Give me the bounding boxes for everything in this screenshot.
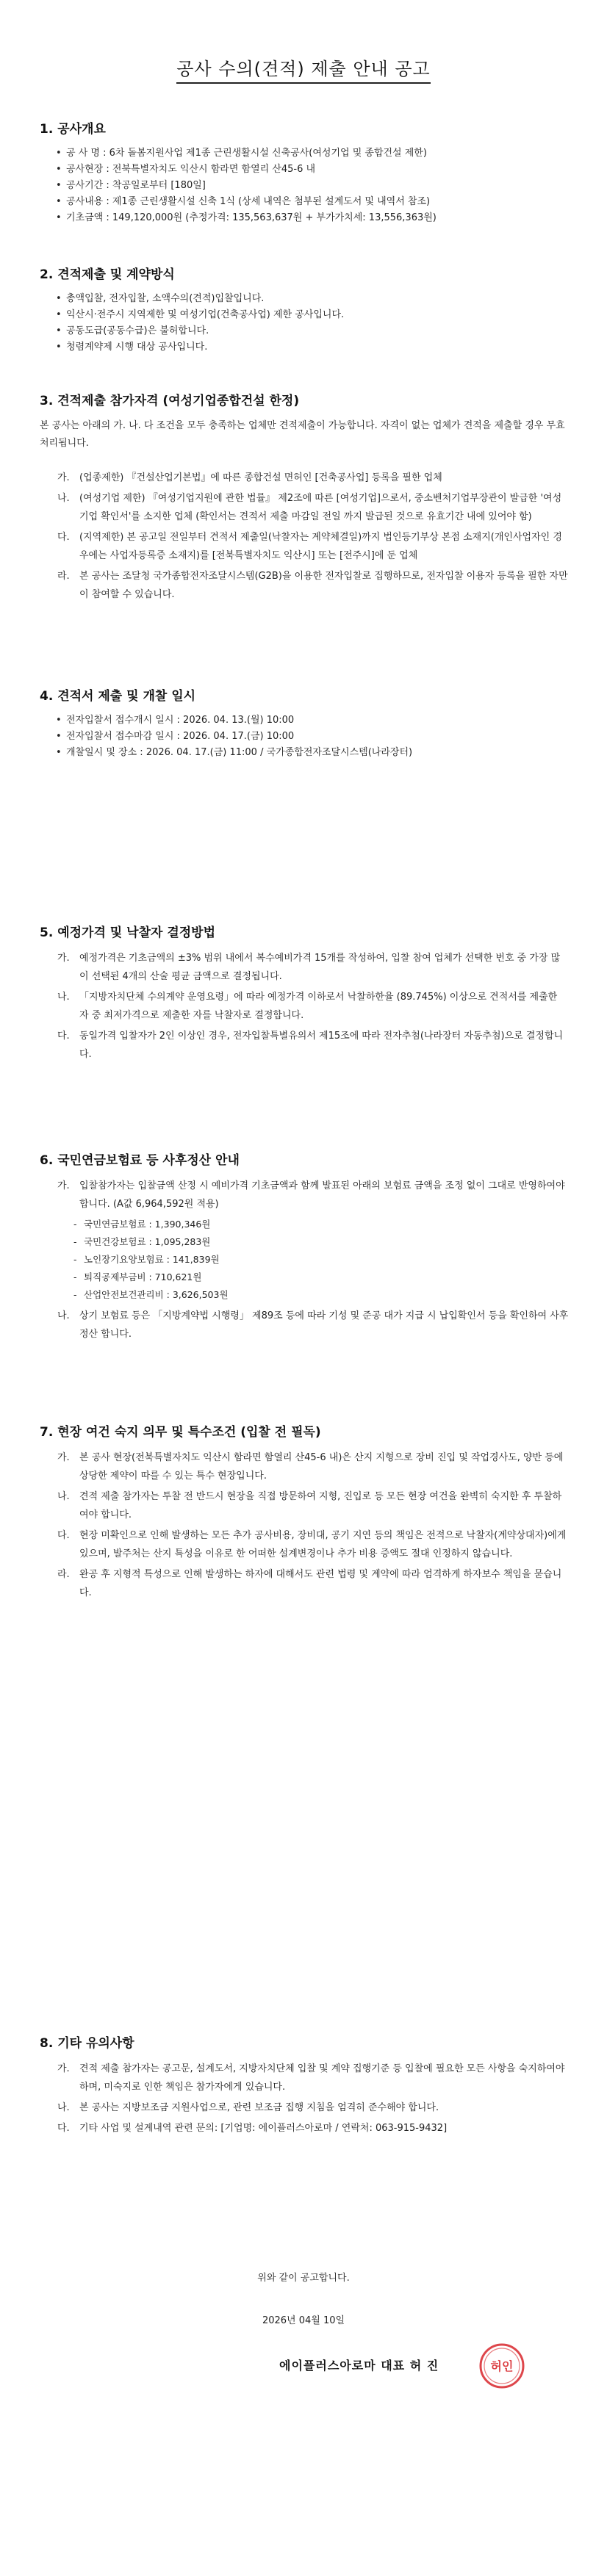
insurance-amounts-list	[40, 1216, 569, 1304]
list-item: 가. (업종제한) 『건설산업기본법』에 따른 종합건설 면허인 [건축공사업] 등록을 필한 업체	[57, 472, 442, 483]
eligibility-intro: 본 공사는 아래의 가. 나. 다 조건을 모두 충족하는 업체만 견적제출이 가능합니다. 자격이 없는 업체가 견적을 제출할 경우 무효 처리됩니다.	[40, 420, 565, 449]
section-eligibility	[40, 392, 569, 606]
overview-list	[40, 145, 569, 226]
list-item: • 전자입찰서 접수마감 일시 : 2026. 04. 17.(금) 10:00	[56, 729, 569, 745]
section-schedule	[40, 688, 569, 761]
section-heading: 7. 현장 여건 숙지 의무 및 특수조건 (입찰 전 필독)	[40, 1425, 321, 1440]
section-heading: 8. 기타 유의사항	[40, 2036, 134, 2051]
list-item: 나. 「지방자치단체 수의계약 운영요령」에 따라 예정가격 이하로서 낙찰하한율 (89.745%) 이상으로 견적서를 제출한 자 중 최저가격으로 제출한 자를 낙찰자로 결정합니다.	[57, 992, 558, 1021]
list-item: 라. 완공 후 지형적 특성으로 인해 발생하는 하자에 대해서도 관련 법령 및 계약에 따라 엄격하게 하자보수 책임을 묻습니다.	[57, 1569, 562, 1598]
notes-list	[40, 2060, 569, 2137]
list-item: - 노인장기요양보험료 : 141,839원	[73, 1251, 569, 1269]
list-item: 다. 동일가격 입찰자가 2인 이상인 경우, 전자입찰특별유의서 제15조에 따라 전자추첨(나라장터 자동추첨)으로 결정합니다.	[57, 1031, 564, 1060]
schedule-list	[40, 712, 569, 761]
list-item: - 퇴직공제부금비 : 710,621원	[73, 1269, 569, 1286]
list-item: • 공사내용 : 제1종 근린생활시설 신축 1식 (상세 내역은 첨부된 설계도서 및 내역서 참조)	[56, 194, 569, 210]
list-item: • 청렴계약제 시행 대상 공사입니다.	[56, 339, 569, 356]
list-item: 나. 상기 보험료 등은 「지방계약법 시행령」 제89조 등에 따라 기성 및 준공 대가 지급 시 납입확인서 등을 확인하여 사후정산 합니다.	[57, 1310, 569, 1340]
list-item: 가. 예정가격은 기초금액의 ±3% 범위 내에서 복수예비가격 15개를 작성하여, 입찰 참여 업체가 선택한 번호 중 가장 많이 선택된 4개의 산술 평균 금액으로 결정됩니다.	[57, 953, 561, 982]
section-heading: 1. 공사개요	[40, 122, 106, 137]
svg-text:허인: 허인	[490, 2359, 514, 2373]
insurance-list	[40, 1177, 569, 1213]
list-item: 가. 본 공사 현장(전북특별자치도 익산시 함라면 함열리 산45-6 내)은 산지 지형으로 장비 진입 및 작업경사도, 양반 등에 상당한 제약이 따를 수 있는 특수 현장입니다.	[57, 1452, 564, 1482]
list-item: • 익산시·전주시 지역제한 및 여성기업(건축공사업) 제한 공사입니다.	[56, 307, 569, 323]
list-item: • 공동도급(공동수급)은 불허합니다.	[56, 323, 569, 339]
list-item: 다. 기타 사업 및 설계내역 관련 문의: [기업명: 에이플러스아로마 / 연락처: 063-915-9432]	[57, 2123, 448, 2134]
section-heading: 4. 견적서 제출 및 개찰 일시	[40, 689, 196, 704]
list-item: • 전자입찰서 접수개시 일시 : 2026. 04. 13.(월) 10:00	[56, 712, 569, 729]
list-item: • 총액입찰, 전자입찰, 소액수의(견적)입찰입니다.	[56, 291, 569, 307]
insurance-settlement-list	[40, 1307, 569, 1343]
list-item: 나. 견적 제출 참가자는 투찰 전 반드시 현장을 직접 방문하여 지형, 진입로 등 모든 현장 여건을 완벽히 숙지한 후 투찰하여야 합니다.	[57, 1491, 562, 1520]
list-item: 나. (여성기업 제한) 『여성기업지원에 관한 법률』 제2조에 따른 [여성기업]으로서, 중소벤처기업부장관이 발급한 '여성기업 확인서'를 소지한 업체 (확인서는 견적서 제출 마감일 전일 까지 발급된 것으로 유효기간 내에 있어야 함)	[57, 493, 562, 522]
list-item: 가. 견적 제출 참가자는 공고문, 설계도서, 지방자치단체 입찰 및 계약 집행기준 등 입찰에 필요한 모든 사항을 숙지하여야 하며, 미숙지로 인한 책임은 참가자에게 있습니다.	[57, 2063, 565, 2093]
document-title: 공사 수의(견적) 제출 안내 공고	[0, 54, 607, 84]
list-item: 다. 현장 미확인으로 인해 발생하는 모든 추가 공사비용, 장비대, 공기 지연 등의 책임은 전적으로 낙찰자(계약상대자)에게 있으며, 발주처는 산지 특성을 이유로 한 어떠한 설계변경이나 추가 비용 증액도 절대 인정하지 않습니다.	[57, 1530, 567, 1559]
list-item: - 산업안전보건관리비 : 3,626,503원	[73, 1286, 569, 1304]
section-insurance	[40, 1152, 569, 1346]
list-item: • 공사현장 : 전북특별자치도 익산시 함라면 함열리 산45-6 내	[56, 162, 569, 178]
contract-method-list	[40, 291, 569, 356]
section-heading: 6. 국민연금보험료 등 사후정산 안내	[40, 1153, 240, 1168]
list-item: - 국민건강보험료 : 1,095,283원	[73, 1233, 569, 1251]
list-item: 다. (지역제한) 본 공고일 전일부터 견적서 제출일(낙찰자는 계약체결일)까지 법인등기부상 본점 소재지(개인사업자인 경우에는 사업자등록증 소재지)를 [전북특별자치도 익산시] 또는 [전주시]에 둔 업체	[57, 532, 562, 561]
signature-line: 에이플러스아로마 대표 허 진	[279, 2359, 439, 2373]
section-heading: 3. 견적제출 참가자격 (여성기업종합건설 한정)	[40, 394, 300, 408]
section-site-conditions	[40, 1424, 569, 1604]
section-heading: 2. 견적제출 및 계약방식	[40, 267, 175, 282]
award-method-list	[40, 949, 569, 1064]
list-item: • 기초금액 : 149,120,000원 (추정가격: 135,563,637원 + 부가가치세: 13,556,363원)	[56, 210, 569, 226]
site-conditions-list	[40, 1448, 569, 1602]
notice-date: 2026년 04월 10일	[262, 2315, 345, 2326]
section-award-method	[40, 924, 569, 1066]
section-heading: 5. 예정가격 및 낙찰자 결정방법	[40, 926, 216, 940]
list-item: 나. 본 공사는 지방보조금 지원사업으로, 관련 보조금 집행 지침을 엄격히 준수해야 합니다.	[57, 2102, 439, 2113]
closing-statement: 위와 같이 공고합니다.	[257, 2273, 350, 2284]
list-item: • 개찰일시 및 장소 : 2026. 04. 17.(금) 11:00 / 국가종합전자조달시스템(나라장터)	[56, 745, 569, 761]
list-item: 라. 본 공사는 조달청 국가종합전자조달시스템(G2B)을 이용한 전자입찰로 집행하므로, 전자입찰 이용자 등록을 필한 자만이 참여할 수 있습니다.	[57, 571, 568, 600]
section-contract-method	[40, 266, 569, 356]
seal-stamp-icon	[478, 2342, 526, 2390]
section-overview	[40, 120, 569, 226]
list-item: • 공사기간 : 착공일로부터 [180일]	[56, 178, 569, 194]
eligibility-list	[40, 469, 569, 604]
list-item: - 국민연금보험료 : 1,390,346원	[73, 1216, 569, 1233]
list-item: • 공 사 명 : 6차 돌봄지원사업 제1종 근린생활시설 신축공사(여성기업 및 종합건설 제한)	[56, 145, 569, 162]
section-notes	[40, 2035, 569, 2140]
list-item: 가. 입찰참가자는 입찰금액 산정 시 예비가격 기초금액과 함께 발표된 아래의 보험료 금액을 조정 없이 그대로 반영하여야 합니다. (A값 6,964,592원 적용)	[57, 1180, 565, 1210]
